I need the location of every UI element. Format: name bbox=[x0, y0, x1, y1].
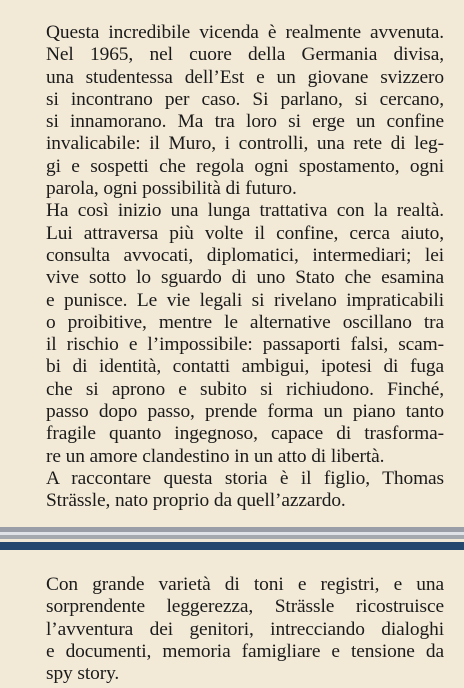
text-line: passo dopo passo, prende forma un piano tanto bbox=[46, 401, 444, 423]
text-line: o proibitive, mentre le alternative oscillano tra bbox=[46, 311, 444, 333]
text-line: una studentessa dell’Est e un giovane svizzero bbox=[46, 66, 444, 88]
main-synopsis bbox=[46, 22, 444, 513]
text-line: A raccontare questa storia è il figlio, Thomas bbox=[46, 467, 444, 489]
text-line: si innamorano. Ma tra loro si erge un confine bbox=[46, 111, 444, 133]
text-line: Lui attraversa più volte il confine, cerca aiuto, bbox=[46, 222, 444, 244]
text-line: sorprendente leggerezza, Strässle ricostruisce bbox=[46, 596, 444, 618]
text-line: e punisce. Le vie legali si rivelano impraticabili bbox=[46, 289, 444, 311]
text-line: bi di identità, contatti ambigui, ipotesi di fuga bbox=[46, 356, 444, 378]
text-line: Nel 1965, nel cuore della Germania divisa, bbox=[46, 44, 444, 66]
text-line: invalicabile: il Muro, i controlli, una rete di leg- bbox=[46, 133, 444, 155]
review-blurb bbox=[46, 574, 444, 685]
text-line: spy story. bbox=[46, 663, 120, 685]
text-line: Strässle, nato proprio da quell’azzardo. bbox=[46, 490, 346, 512]
text-line: Con grande varietà di toni e registri, e una bbox=[46, 574, 444, 595]
text-line: fragile quanto ingegnoso, capace di trasforma- bbox=[46, 423, 444, 445]
text-line: consulta avvocati, diplomatici, intermediari; lei bbox=[46, 244, 444, 266]
text-line: si incontrano per caso. Si parlano, si cercano, bbox=[46, 88, 444, 110]
text-line: parola, ogni possibilità di futuro. bbox=[46, 178, 297, 200]
navy-stripe bbox=[0, 542, 464, 550]
text-line: che si aprono e subito si richiudono. Finché, bbox=[46, 378, 444, 400]
text-line: il rischio e l’impossibile: passaporti falsi, scam- bbox=[46, 334, 444, 356]
text-line: vive sotto lo sguardo di uno Stato che esamina bbox=[46, 267, 444, 289]
text-line: re un amore clandestino in un atto di libertà. bbox=[46, 445, 385, 467]
text-line: l’avventura dei genitori, intrecciando dialoghi bbox=[46, 618, 444, 640]
text-line: Questa incredibile vicenda è realmente avvenuta. bbox=[46, 22, 444, 43]
text-line: e documenti, memoria famigliare e tensione da bbox=[46, 640, 444, 662]
text-line: Ha così inizio una lunga trattativa con la realtà. bbox=[46, 200, 444, 222]
decorative-stripe-divider bbox=[0, 527, 464, 551]
text-line: gi e sospetti che regola ogni spostamento, ogni bbox=[46, 155, 444, 177]
